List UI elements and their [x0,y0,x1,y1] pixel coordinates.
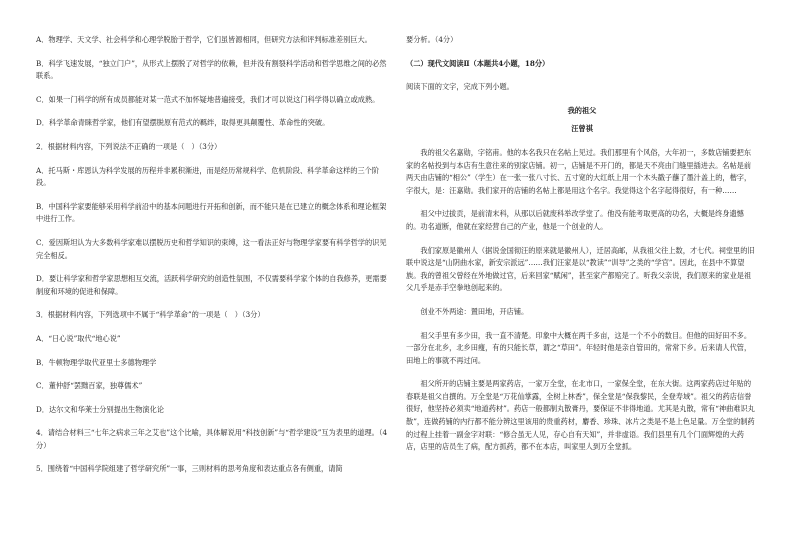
question-5: 5．围绕着“中国科学院组建了哲学研究所”一事，三则材料的思考角度和表达重点各有侧重，请简 [36,464,343,474]
article-author: 汪曾祺 [571,124,593,134]
question-4: 4．请结合材料三“七年之病求三年之艾也”这个比喻，具体解说用“科技创新”与“哲学建设”互为表里的道理。（4分） [36,428,388,450]
q2-option-b: B．中国科学家要能够采用科学前沿中的基本问题进行开拓和创新，而不能只是在已建立的概念体系和理论框架中进行工作。 [36,201,387,224]
q5-continuation: 要分析。（4分） [406,35,458,44]
question-3: 3．根据材料内容，下列选项中不属于“科学革命”的一项是（ ）（3分） [36,310,265,320]
section-heading: （二）现代文阅读Ⅱ（本题共4小题，18分） [406,58,550,68]
q3-option-d: D．达尔文和华莱士分别提出生物演化论 [36,404,164,414]
paragraph-2: 祖父中过拔贡，是前清末科，从那以后就废科举改学堂了。他没有能考取更高的功名，大概是终身遗憾的。功名道断，他就在家经营自己的产业，他是一个创业的人。 [406,209,744,231]
paragraph-4: 创业不外两途：置田地，开店铺。 [420,306,529,316]
left-column [36,34,388,487]
paragraph-3: 我们家原是徽州人（据说金国彻汪的原来就是徽州人），迁居高邮，从我祖父往上数，才七代。祠堂里的旧联中说这是“山阴曲水家，新安宗派远”……我们汪家是以“教读”“训导”之类的“学官”。因此，在县中不算望族。我的曾祖父曾经在外地做过官，后来回家“赋闲”，甚至家产都赔完了。听我父亲说，我们原来的家业是祖父几乎是赤手空拳地创起来的。 [406,245,755,293]
q3-option-c: C．董仲舒“罢黜百家，独尊儒术” [36,381,143,391]
q3-option-b: B．牛顿物理学取代亚里士多德物理学 [36,357,157,367]
q3-option-a: A．“日心说”取代“地心说” [36,333,121,343]
q1-option-d: D．科学革命青睐哲学家，他们有望摆脱原有范式的羁绊，取得更具颠覆性、革命性的突破。 [36,118,330,128]
paragraph-1: 我的祖父名嘉勋，字铭甫。他的本名我只在名帖上见过。我们那里有个风俗，大年初一，多数店铺要把东家的名帖投到与本店有生意往来的别家店铺。初一，店铺是不开门的，都是天不亮由门缝里插进去。名帖是前两天由店铺的“相公”（学生）在一张一张八寸长、五寸宽的大红纸上用一个木头戳子蘸了墨汁盖上的，楷字，字很大，是：汪嘉勋。我们家开的店铺的名帖上都是用这个名字。我觉得这个名字起得很好，有一种…… [406,147,752,195]
article-title: 我的祖父 [567,105,597,115]
reading-instruction: 阅读下面的文字，完成下列小题。 [406,82,514,92]
q2-option-d: D．要让科学家和哲学家思想相互交流，活跃科学研究的创造性氛围，不仅需要科学家个体的自我修养，更需要制度和环境的促进和保障。 [36,274,387,296]
paragraph-6: 祖父所开的店铺主要是两家药店，一家万全堂，在北市口，一家保全堂，在东大街。这两家药店过年贴的春联是祖父自撰的。万全堂是“万花仙掌露，全树上林香”，保全堂是“保我黎民，全登寿域”。祖父的药店信誉很好，他坚持必须卖“地道药材”。药店一般都制丸散膏丹，要保证不非得地道。尤其是丸散，常有“神曲难识丸散”，连做药铺的内行都不能分辨这里该用的贵重药材，麝香、珍珠、冰片之类是不是上色足量。万全堂的制药的过程上挂着一副金字对联：“修合虽无人见，存心自有天知”，并非虚语。我们县里有几个门面辉煌的大药店，店里的店员生了病，配方抓药，都不在本店，叫家里人到万全堂抓。 [406,379,755,452]
q1-option-a: A．物理学、天文学、社会科学和心理学脱胎于哲学，它们虽皆源相同，但研究方法和评判标准差别巨大。 [36,35,372,44]
right-column [406,34,758,465]
q1-option-c: C．如果一门科学的所有成员都能对某一范式不加怀疑地普遍接受，我们才可以说这门科学得以确立或成熟。 [36,94,380,104]
q2-option-c: C．爱因斯坦认为大多数科学家难以摆脱历史和哲学知识的束缚，这一看法正好与物理学家要有科学哲学的识见完全相反。 [36,237,387,260]
q1-option-b: B．科学飞速发展，“独立门户”，从形式上摆脱了对哲学的依赖，但并没有割裂科学活动和哲学思维之间的必然联系。 [36,58,387,81]
paragraph-5: 祖父手里有多少田，我一直不清楚。印象中大概在两千多亩，这是一个不小的数目。但他的田好田不多。一部分在北乡，北乡田瘦，有的只能长草，谓之“草田”。年轻时他是亲自管田的，常常下乡。后来请人代管，田地上的事就不再过问。 [406,330,752,365]
question-2: 2．根据材料内容，下列说法不正确的一项是（ ）（3分） [36,141,222,151]
q2-option-a: A．托马斯・库恩认为科学发展的历程并非累积渐进，而是经历常规科学、危机阶段、科学革命这样的三个阶段。 [36,165,380,188]
